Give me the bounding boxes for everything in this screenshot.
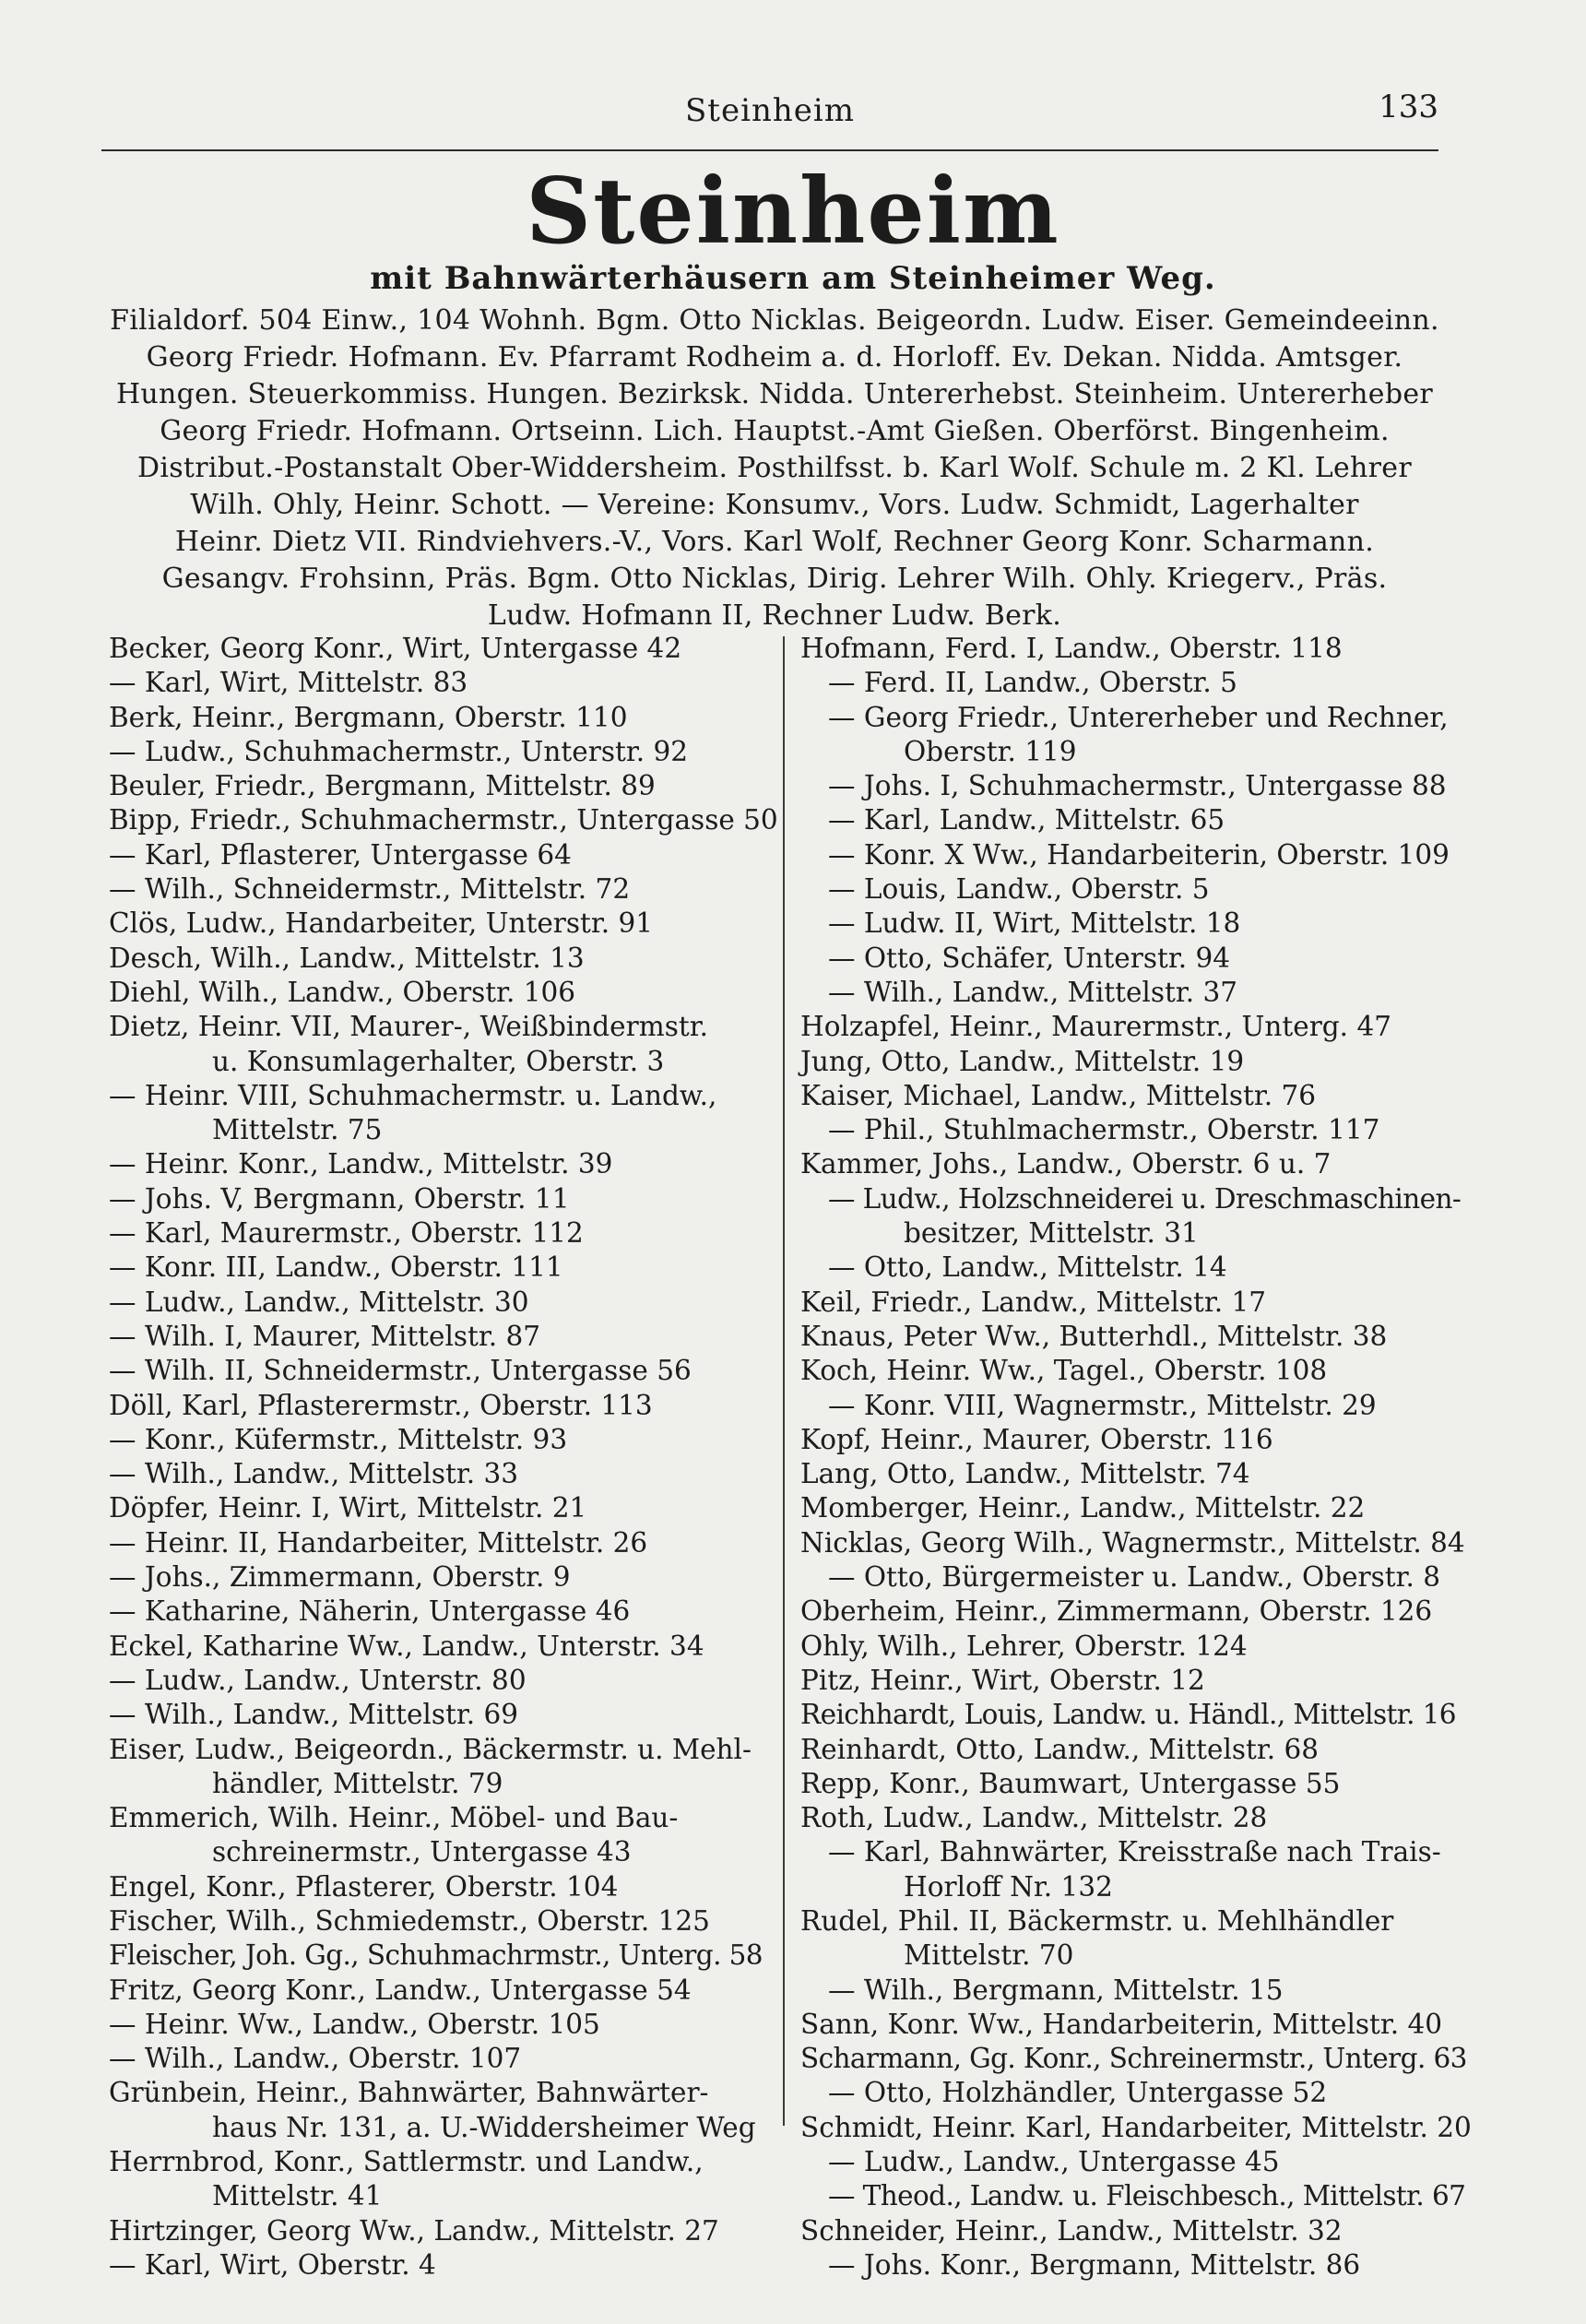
- directory-entry: Lang, Otto, Landw., Mittelstr. 74: [800, 1458, 1250, 1490]
- directory-entry: Dietz, Heinr. VII, Maurer-, Weißbindermstr.: [109, 1011, 708, 1043]
- directory-entry: — Ludw. II, Wirt, Mittelstr. 18: [828, 907, 1241, 940]
- directory-entry: Koch, Heinr. Ww., Tagel., Oberstr. 108: [800, 1355, 1328, 1387]
- directory-entry: Schmidt, Heinr. Karl, Handarbeiter, Mittelstr. 20: [800, 2111, 1472, 2143]
- directory-entry: — Otto, Schäfer, Unterstr. 94: [828, 942, 1231, 974]
- directory-entry: Eiser, Ludw., Beigeordn., Bäckermstr. u. Mehl-: [109, 1733, 752, 1765]
- directory-entry: Beuler, Friedr., Bergmann, Mittelstr. 89: [109, 770, 656, 802]
- directory-entry: Fritz, Georg Konr., Landw., Untergasse 54: [109, 1974, 692, 2006]
- directory-entry: Döpfer, Heinr. I, Wirt, Mittelstr. 21: [109, 1492, 587, 1524]
- directory-entry: Scharmann, Gg. Konr., Schreinermstr., Unterg. 63: [800, 2043, 1467, 2075]
- page-title: Steinheim: [526, 159, 1060, 265]
- directory-entry: — Heinr. VIII, Schuhmachermstr. u. Landw.,: [109, 1079, 717, 1111]
- directory-entry: Mittelstr. 41: [212, 2180, 383, 2212]
- directory-entry: — Otto, Holzhändler, Untergasse 52: [828, 2077, 1328, 2109]
- directory-entry: Keil, Friedr., Landw., Mittelstr. 17: [800, 1286, 1267, 1318]
- intro-line: Wilh. Ohly, Heinr. Schott. — Vereine: Konsumv., Vors. Ludw. Schmidt, Lagerhalter: [190, 489, 1359, 521]
- directory-entry: Holzapfel, Heinr., Maurermstr., Unterg. 47: [800, 1011, 1391, 1043]
- directory-entry: Becker, Georg Konr., Wirt, Untergasse 42: [109, 633, 682, 664]
- directory-entry: — Wilh., Landw., Mittelstr. 37: [828, 976, 1238, 1008]
- directory-entry: besitzer, Mittelstr. 31: [904, 1217, 1199, 1250]
- directory-entry: Desch, Wilh., Landw., Mittelstr. 13: [109, 942, 585, 974]
- page-header: [101, 83, 1438, 151]
- directory-entry: Knaus, Peter Ww., Butterhdl., Mittelstr. 38: [800, 1320, 1388, 1352]
- directory-entry: Fleischer, Joh. Gg., Schuhmachrmstr., Unterg. 58: [109, 1939, 763, 1972]
- directory-entry: — Wilh. I, Maurer, Mittelstr. 87: [109, 1320, 541, 1352]
- directory-entry: haus Nr. 131, a. U.-Widdersheimer Weg: [212, 2111, 756, 2143]
- directory-entry: Hirtzinger, Georg Ww., Landw., Mittelstr. 27: [109, 2214, 719, 2247]
- directory-entry: Hofmann, Ferd. I, Landw., Oberstr. 118: [800, 633, 1343, 664]
- directory-entry: schreinermstr., Untergasse 43: [212, 1836, 632, 1868]
- directory-entry: Döll, Karl, Pflasterermstr., Oberstr. 113: [109, 1389, 653, 1421]
- directory-entry: Schneider, Heinr., Landw., Mittelstr. 32: [800, 2214, 1343, 2247]
- directory-entry: händler, Mittelstr. 79: [212, 1767, 503, 1799]
- directory-entry: — Ludw., Landw., Unterstr. 80: [109, 1664, 527, 1696]
- directory-entry: Horloff Nr. 132: [904, 1870, 1113, 1903]
- directory-entry: — Phil., Stuhlmachermstr., Oberstr. 117: [828, 1114, 1380, 1146]
- directory-entry: — Konr. X Ww., Handarbeiterin, Oberstr. 109: [828, 838, 1450, 871]
- directory-entry: — Georg Friedr., Untererheber und Rechner,: [828, 701, 1449, 733]
- directory-entry: Diehl, Wilh., Landw., Oberstr. 106: [109, 976, 576, 1008]
- directory-entry: — Ludw., Landw., Untergasse 45: [828, 2146, 1280, 2178]
- directory-entry: — Ferd. II, Landw., Oberstr. 5: [828, 667, 1237, 699]
- directory-entry: Momberger, Heinr., Landw., Mittelstr. 22: [800, 1492, 1366, 1524]
- directory-entry: — Wilh., Landw., Mittelstr. 69: [109, 1699, 519, 1731]
- directory-entry: Berk, Heinr., Bergmann, Oberstr. 110: [109, 701, 628, 733]
- page-subtitle: mit Bahnwärterhäusern am Steinheimer Weg.: [370, 260, 1216, 297]
- directory-entry: — Karl, Wirt, Oberstr. 4: [109, 2248, 436, 2281]
- directory-entry: — Ludw., Holzschneiderei u. Dreschmaschinen-: [828, 1182, 1462, 1215]
- directory-entry: — Karl, Wirt, Mittelstr. 83: [109, 667, 468, 699]
- directory-entry: — Karl, Landw., Mittelstr. 65: [828, 804, 1225, 836]
- right-column: [800, 632, 1478, 2282]
- directory-entry: Herrnbrod, Konr., Sattlermstr. und Landw.,: [109, 2146, 704, 2178]
- directory-entry: Bipp, Friedr., Schuhmachermstr., Untergasse 50: [109, 804, 778, 836]
- directory-entry: Jung, Otto, Landw., Mittelstr. 19: [800, 1045, 1245, 1077]
- intro-line: Georg Friedr. Hofmann. Ortseinn. Lich. Hauptst.-Amt Gießen. Oberförst. Bingenheim.: [160, 415, 1390, 447]
- directory-entry: Kaiser, Michael, Landw., Mittelstr. 76: [800, 1079, 1317, 1111]
- directory-entry: Sann, Konr. Ww., Handarbeiterin, Mittelstr. 40: [800, 2008, 1443, 2040]
- directory-entry: — Ludw., Landw., Mittelstr. 30: [109, 1286, 529, 1318]
- directory-entry: u. Konsumlagerhalter, Oberstr. 3: [212, 1045, 665, 1077]
- directory-entry: — Wilh. II, Schneidermstr., Untergasse 56: [109, 1355, 692, 1387]
- directory-entry: Oberheim, Heinr., Zimmermann, Oberstr. 126: [800, 1595, 1433, 1628]
- directory-entry: — Louis, Landw., Oberstr. 5: [828, 873, 1210, 906]
- directory-entry: — Johs., Zimmermann, Oberstr. 9: [109, 1561, 571, 1594]
- directory-entry: Kopf, Heinr., Maurer, Oberstr. 116: [800, 1423, 1273, 1455]
- directory-entry: — Konr. III, Landw., Oberstr. 111: [109, 1251, 563, 1284]
- directory-entry: — Johs. V, Bergmann, Oberstr. 11: [109, 1182, 570, 1215]
- intro-line: Filialdorf. 504 Einw., 104 Wohnh. Bgm. Otto Nicklas. Beigeordn. Ludw. Eiser. Gemeindeeinn.: [110, 304, 1439, 337]
- directory-entry: Clös, Ludw., Handarbeiter, Unterstr. 91: [109, 907, 654, 940]
- directory-entry: Roth, Ludw., Landw., Mittelstr. 28: [800, 1802, 1268, 1834]
- intro-line: Gesangv. Frohsinn, Präs. Bgm. Otto Nicklas, Dirig. Lehrer Wilh. Ohly. Kriegerv., Präs.: [161, 563, 1388, 595]
- intro-line: Georg Friedr. Hofmann. Ev. Pfarramt Rodheim a. d. Horloff. Ev. Dekan. Nidda. Amtsger.: [146, 341, 1403, 374]
- directory-entry: Reichhardt, Louis, Landw. u. Händl., Mittelstr. 16: [800, 1699, 1456, 1731]
- directory-entry: Rudel, Phil. II, Bäckermstr. u. Mehlhändler: [800, 1904, 1394, 1937]
- directory-entry: — Wilh., Schneidermstr., Mittelstr. 72: [109, 873, 631, 906]
- directory-entry: — Otto, Landw., Mittelstr. 14: [828, 1251, 1227, 1284]
- directory-entry: — Karl, Pflasterer, Untergasse 64: [109, 838, 572, 871]
- directory-entry: Fischer, Wilh., Schmiedemstr., Oberstr. 125: [109, 1904, 710, 1937]
- directory-entry: Engel, Konr., Pflasterer, Oberstr. 104: [109, 1870, 619, 1903]
- directory-entry: Ohly, Wilh., Lehrer, Oberstr. 124: [800, 1630, 1248, 1662]
- directory-entry: Kammer, Johs., Landw., Oberstr. 6 u. 7: [800, 1148, 1332, 1180]
- directory-entry: — Konr. VIII, Wagnermstr., Mittelstr. 29: [828, 1389, 1377, 1421]
- directory-entry: — Heinr. II, Handarbeiter, Mittelstr. 26: [109, 1526, 648, 1559]
- directory-entry: — Otto, Bürgermeister u. Landw., Oberstr. 8: [828, 1561, 1441, 1594]
- directory-entry: Mittelstr. 75: [212, 1114, 383, 1146]
- directory-entry: Mittelstr. 70: [904, 1939, 1074, 1972]
- directory-entry: Repp, Konr., Baumwart, Untergasse 55: [800, 1767, 1341, 1799]
- directory-entry: — Wilh., Bergmann, Mittelstr. 15: [828, 1974, 1284, 2006]
- directory-entry: Oberstr. 119: [904, 735, 1077, 767]
- directory-entry: — Karl, Bahnwärter, Kreisstraße nach Trais-: [828, 1836, 1441, 1868]
- directory-entry: — Ludw., Schuhmachermstr., Unterstr. 92: [109, 735, 688, 767]
- column-divider: [783, 636, 785, 2126]
- directory-entry: — Johs. Konr., Bergmann, Mittelstr. 86: [828, 2248, 1361, 2281]
- directory-entry: Grünbein, Heinr., Bahnwärter, Bahnwärter-: [109, 2077, 709, 2109]
- intro-paragraph: [101, 302, 1448, 634]
- directory-entry: — Wilh., Landw., Mittelstr. 33: [109, 1458, 519, 1490]
- directory-entry: Reinhardt, Otto, Landw., Mittelstr. 68: [800, 1733, 1320, 1765]
- directory-entry: Nicklas, Georg Wilh., Wagnermstr., Mittelstr. 84: [800, 1526, 1465, 1559]
- intro-line: Hungen. Steuerkommiss. Hungen. Bezirksk. Nidda. Untererhebst. Steinheim. Untererheber: [115, 378, 1434, 410]
- directory-entry: — Wilh., Landw., Oberstr. 107: [109, 2043, 522, 2075]
- directory-entry: — Heinr. Ww., Landw., Oberstr. 105: [109, 2008, 600, 2040]
- directory-entry: — Katharine, Näherin, Untergasse 46: [109, 1595, 631, 1628]
- page-number: 133: [1379, 89, 1438, 125]
- directory-entry: — Konr., Küfermstr., Mittelstr. 93: [109, 1423, 568, 1455]
- intro-line: Distribut.-Postanstalt Ober-Widdersheim. Posthilfsst. b. Karl Wolf. Schule m. 2 Kl. Lehrer: [136, 452, 1413, 484]
- intro-line: Ludw. Hofmann II, Rechner Ludw. Berk.: [487, 599, 1062, 632]
- directory-entry: Emmerich, Wilh. Heinr., Möbel- und Bau-: [109, 1802, 679, 1834]
- left-column: [109, 632, 787, 2282]
- directory-entry: — Theod., Landw. u. Fleischbesch., Mittelstr. 67: [828, 2180, 1466, 2212]
- directory-entry: — Johs. I, Schuhmachermstr., Untergasse 88: [828, 770, 1447, 802]
- directory-entry: — Heinr. Konr., Landw., Mittelstr. 39: [109, 1148, 613, 1180]
- intro-line: Heinr. Dietz VII. Rindviehvers.-V., Vors. Karl Wolf, Rechner Georg Konr. Scharmann.: [174, 526, 1375, 558]
- directory-entry: Pitz, Heinr., Wirt, Oberstr. 12: [800, 1664, 1205, 1696]
- directory-entry: — Karl, Maurermstr., Oberstr. 112: [109, 1217, 584, 1250]
- directory-entry: Eckel, Katharine Ww., Landw., Unterstr. 34: [109, 1630, 704, 1662]
- running-head: Steinheim: [685, 92, 855, 129]
